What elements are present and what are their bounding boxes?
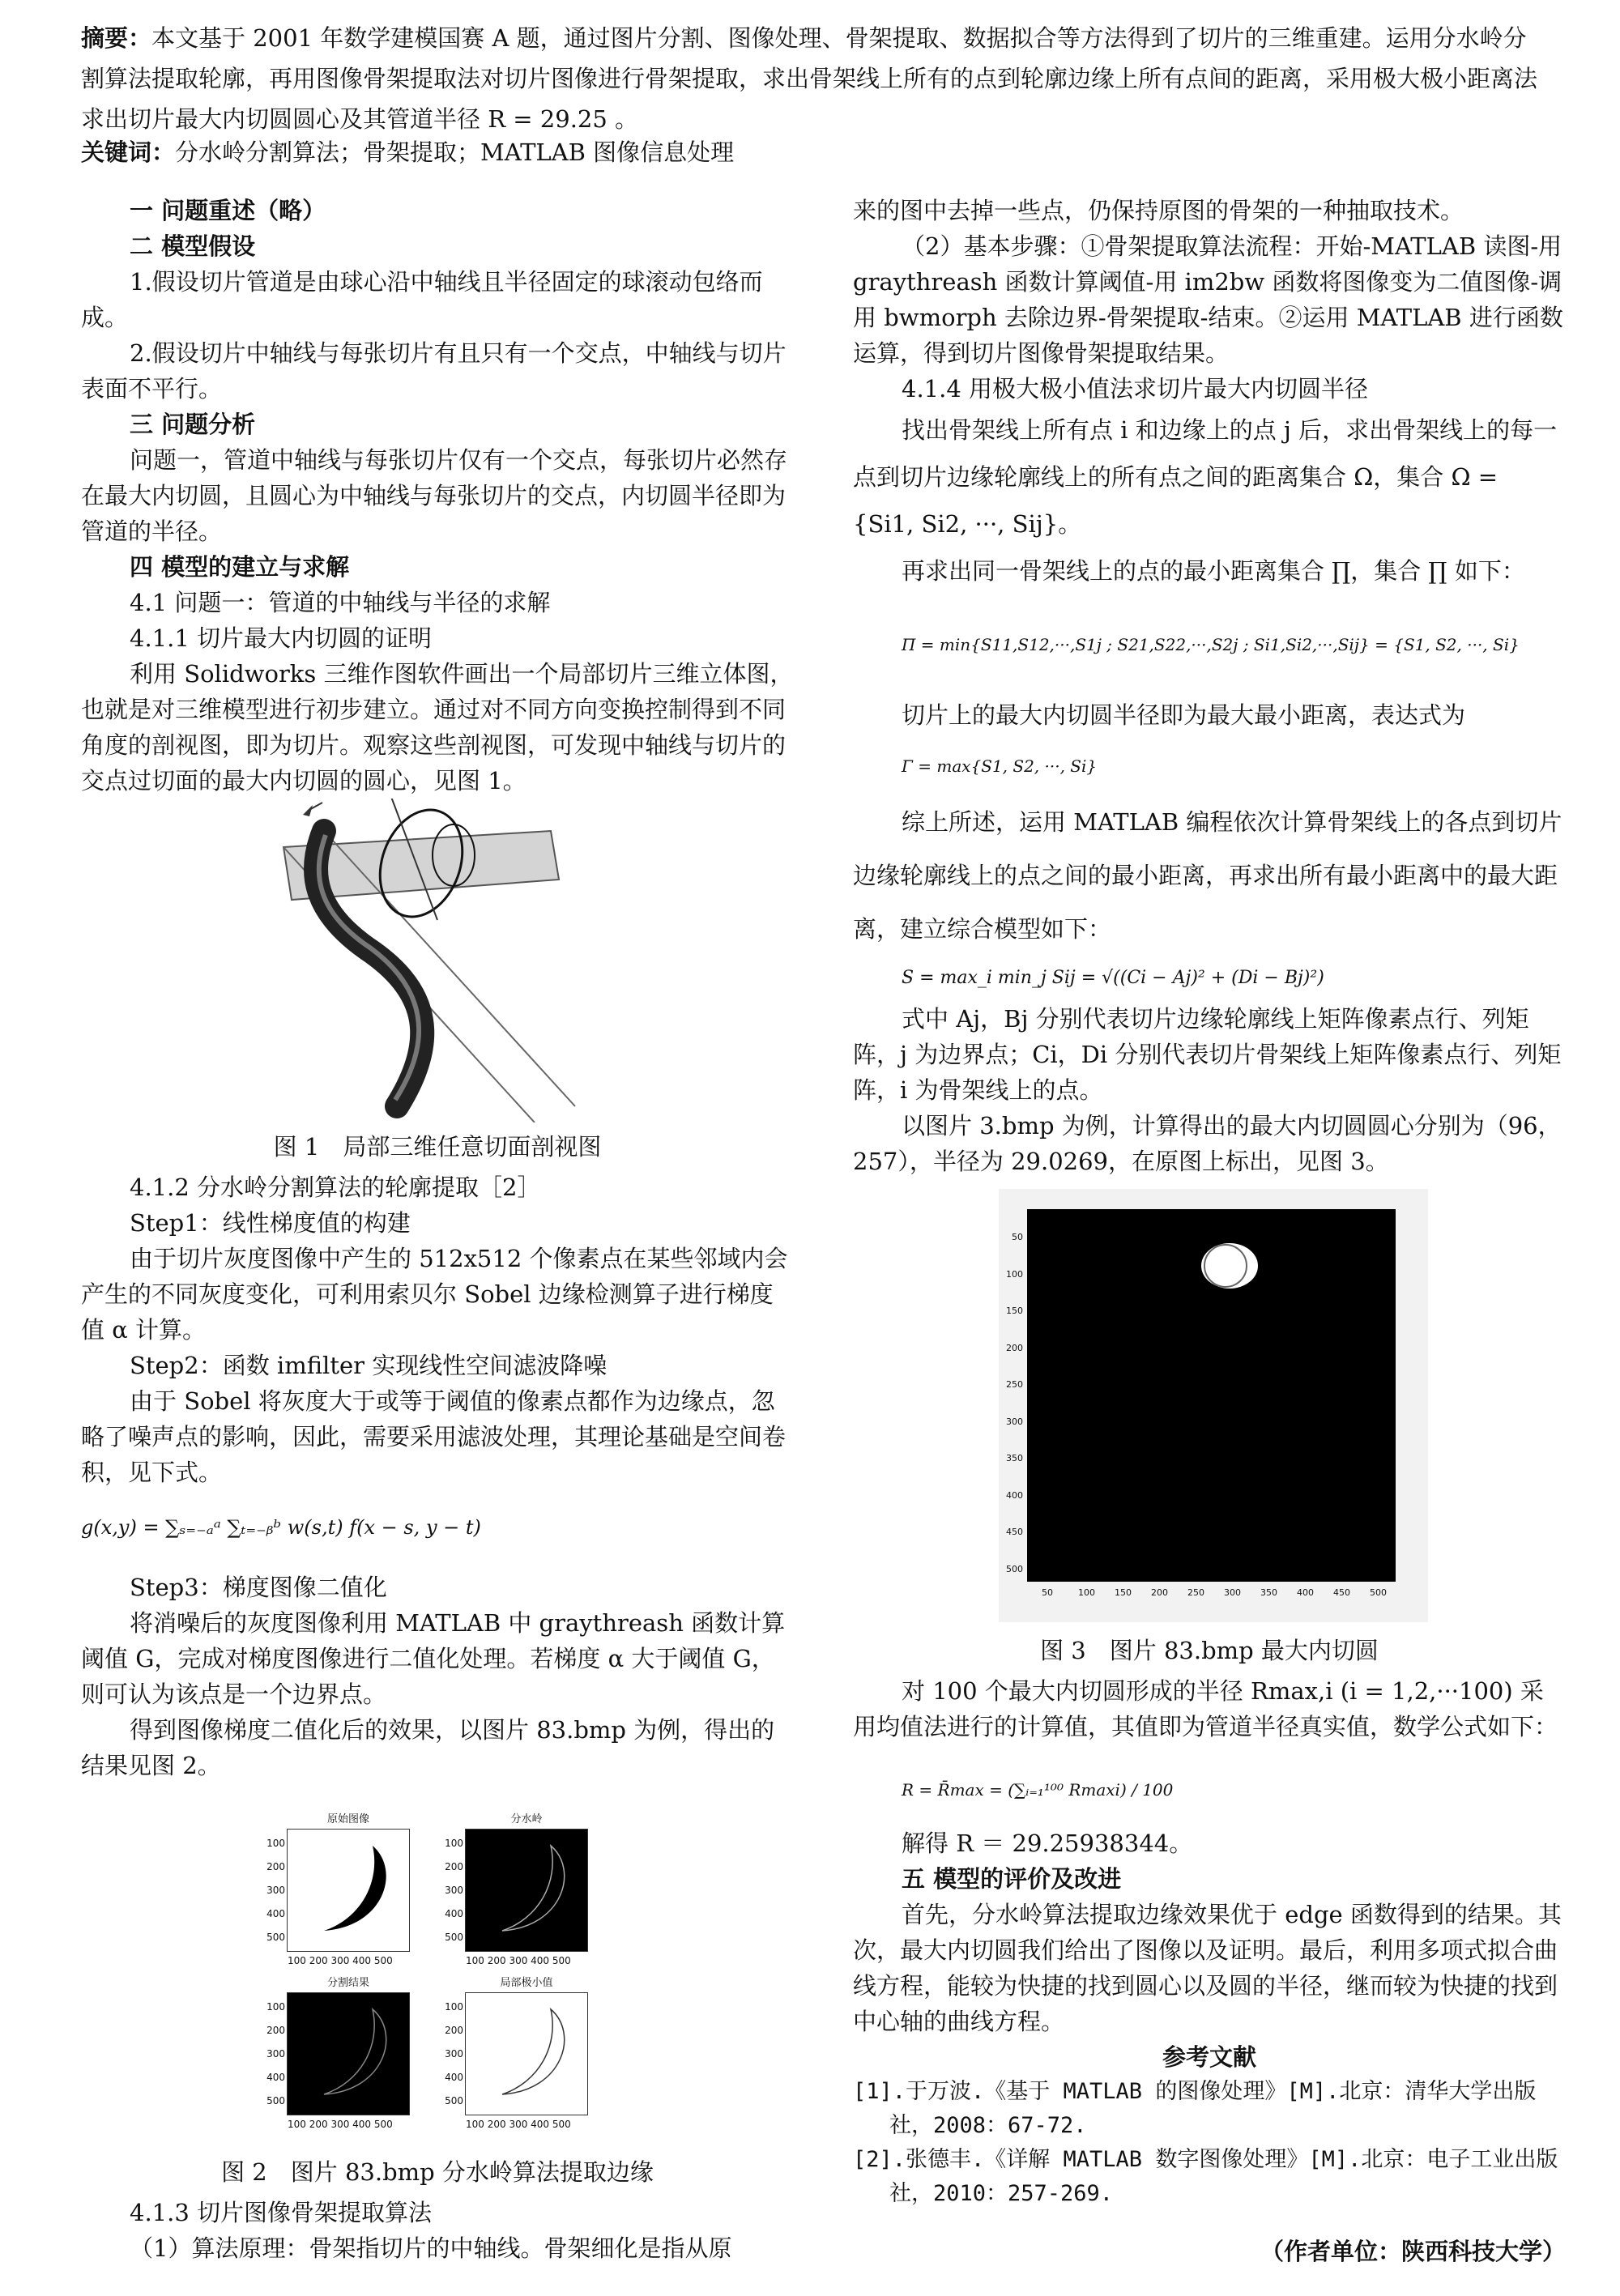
reference-item: [2].张德丰.《详解 MATLAB 数字图像处理》[M].北京：电子工业出版社，2010：257-269. — [853, 2147, 1558, 2206]
fig3-yticks: 50 100 150 200 250 300 350 400 450 500 — [1006, 1232, 1023, 1574]
fig2-yticks: 100 200 300 400 500 — [445, 2001, 463, 2106]
section-heading: 二 模型假设 — [130, 232, 256, 260]
figure-2-caption: 图 2 图片 83.bmp 分水岭算法提取边缘 — [221, 2158, 654, 2186]
paragraph: 问题一，管道中轴线与每张切片仅有一个交点，每张切片必然存在最大内切圆，且圆心为中轴线与每张切片的交点，内切圆半径即为管道的半径。 — [81, 446, 788, 545]
paragraph: 找出骨架线上所有点 i 和边缘上的点 j 后，求出骨架线上的每一点到切片边缘轮廓线上的所有点之间的距离集合 Ω，集合 Ω = {Si1, Si2, ···, Sij}。 — [853, 416, 1558, 538]
section-heading: 五 模型的评价及改进 — [902, 1865, 1122, 1893]
paragraph: 得到图像梯度二值化后的效果，以图片 83.bmp 为例，得出的结果见图 2。 — [81, 1716, 775, 1779]
figure-1-caption: 图 1 局部三维任意切面剖视图 — [273, 1133, 602, 1161]
paragraph: 1.假设切片管道是由球心沿中轴线且半径固定的球滚动包络而成。 — [81, 268, 763, 331]
fig2-yticks: 100 200 300 400 500 — [266, 2001, 285, 2106]
subsection-heading: 4.1.4 用极大极小值法求切片最大内切圆半径 — [902, 375, 1369, 403]
section-heading: 一 问题重述（略） — [130, 197, 326, 224]
step-heading: Step2：函数 imfilter 实现线性空间滤波降噪 — [130, 1352, 608, 1379]
fig2-yticks: 100 200 300 400 500 — [266, 1838, 285, 1943]
solution: 解得 R ＝ 29.25938344。 — [902, 1830, 1193, 1857]
paragraph: 利用 Solidworks 三维作图软件画出一个局部切片三维立体图，也就是对三维模型进行初步建立。通过对不同方向变换控制得到不同角度的剖视图，即为切片。观察这些剖视图，可发现中轴线与切片的交点过切面的最大内切圆的圆心，见图 1。 — [81, 660, 794, 794]
fig3-xticks: 50 100 150 200 250 300 350 400 450 500 — [1042, 1587, 1387, 1598]
fig2-xticks: 100 200 300 400 500 — [466, 2119, 571, 2130]
left-column — [81, 193, 794, 2266]
formula-mean: R = R̄max = (∑ᵢ₌₁¹⁰⁰ Rmaxi) / 100 — [902, 1780, 1174, 1800]
paragraph: 由于切片灰度图像中产生的 512x512 个像素点在某些邻域内会产生的不同灰度变化，可利用索贝尔 Sobel 边缘检测算子进行梯度值 α 计算。 — [81, 1245, 788, 1344]
fig3-plot — [1027, 1209, 1396, 1582]
subsection-heading: 4.1.3 切片图像骨架提取算法 — [130, 2199, 433, 2226]
fig2-panel: 分水岭 — [454, 1814, 599, 1952]
figure-3-caption: 图 3 图片 83.bmp 最大内切圆 — [1040, 1637, 1379, 1664]
figure-2 — [81, 1808, 794, 2148]
paragraph: 以图片 3.bmp 为例，计算得出的最大内切圆圆心分别为（96，257），半径为 29.0269，在原图上标出，见图 3。 — [853, 1112, 1562, 1175]
paragraph: 来的图中去掉一些点，仍保持原图的骨架的一种抽取技术。 — [853, 197, 1464, 224]
section-heading: 四 模型的建立与求解 — [130, 553, 350, 581]
subsection-heading: 4.1.2 分水岭分割算法的轮廓提取［2］ — [130, 1174, 541, 1201]
section-heading: 三 问题分析 — [130, 411, 256, 438]
fig2-yticks: 100 200 300 400 500 — [445, 1838, 463, 1943]
subsection-heading: 4.1 问题一：管道的中轴线与半径的求解 — [130, 589, 551, 616]
fig2-panel: 分割结果 — [275, 1978, 421, 2115]
abstract-text: 本文基于 2001 年数学建模国赛 A 题，通过图片分割、图像处理、骨架提取、数据拟合等方法得到了切片的三维重建。运用分水岭分割算法提取轮廓，再用图像骨架提取法对切片图像进行骨架提取，求出骨架线上所有的点到轮廓边缘上所有点间的距离，采用极大极小距离法求出切片最大内切圆圆心及其管道半径 R = 29.25 。 — [81, 24, 1538, 133]
formula-convolution: g(x,y) = ∑ₛ₌₋ₐᵃ ∑ₜ₌₋ᵦᵇ w(s,t) f(x − s, y − t) — [81, 1516, 481, 1539]
keywords — [81, 134, 1547, 170]
paragraph: 式中 Aj，Bj 分别代表切片边缘轮廓线上矩阵像素点行、列矩阵，j 为边界点；Ci，Di 分别代表切片骨架线上矩阵像素点行、列矩阵，i 为骨架线上的点。 — [853, 1005, 1562, 1104]
fig2-xticks: 100 200 300 400 500 — [466, 1955, 571, 1966]
paragraph: 切片上的最大内切圆半径即为最大最小距离，表达式为 — [902, 701, 1466, 729]
formula-max: Γ = max{S1, S2, ···, Si} — [902, 756, 1098, 776]
abstract-label: 摘要： — [81, 24, 152, 52]
keywords-text: 分水岭分割算法；骨架提取；MATLAB 图像信息处理 — [175, 138, 735, 166]
fig2-panel: 局部极小值 — [454, 1978, 599, 2115]
step-heading: Step3：梯度图像二值化 — [130, 1574, 387, 1601]
step-heading: Step1：线性梯度值的构建 — [130, 1209, 411, 1237]
paragraph: 对 100 个最大内切圆形成的半径 Rmax,i (i = 1,2,···100) 采用均值法进行的计算值，其值即为管道半径真实值，数学公式如下： — [853, 1677, 1558, 1740]
figure-3 — [853, 1189, 1566, 1626]
paragraph: 再求出同一骨架线上的点的最小距离集合 ∏，集合 ∏ 如下： — [902, 557, 1525, 585]
fig2-panel: 原始图像 — [275, 1814, 421, 1952]
subsection-heading: 4.1.1 切片最大内切圆的证明 — [130, 624, 433, 652]
references-heading: 参考文献 — [1162, 2043, 1256, 2071]
author-affiliation: （作者单位：陕西科技大学） — [1260, 2238, 1566, 2265]
paragraph: 将消噪后的灰度图像利用 MATLAB 中 graythreash 函数计算阈值 G，完成对梯度图像进行二值化处理。若梯度 α 大于阈值 G，则可认为该点是一个边界点。 — [81, 1609, 786, 1708]
paragraph: （2）基本步骤：①骨架提取算法流程：开始-MATLAB 读图-用 graythreash 函数计算阈值-用 im2bw 函数将图像变为二值图像-调用 bwmorph 去除边界-骨架提取-结束。②运用 MATLAB 进行函数运算，得到切片图像骨架提取结果。 — [853, 232, 1563, 367]
fig2-xticks: 100 200 300 400 500 — [288, 2119, 393, 2130]
formula-distance: S = max_i min_j Sij = √((Ci − Aj)² + (Di − Bj)²) — [902, 968, 1324, 988]
figure-1-pipe-section — [267, 799, 608, 1122]
right-column — [853, 193, 1566, 2269]
formula-min-set: Π = min{S11,S12,···,S1j ; S21,S22,···,S2j ; Si1,Si2,···,Sij} = {S1, S2, ···, Si} — [902, 635, 1520, 654]
abstract — [81, 18, 1547, 139]
keywords-label: 关键词： — [81, 138, 176, 166]
fig2-xticks: 100 200 300 400 500 — [288, 1955, 393, 1966]
paragraph: 首先，分水岭算法提取边缘效果优于 edge 函数得到的结果。其次，最大内切圆我们给出了图像以及证明。最后，利用多项式拟合曲线方程，能较为快捷的找到圆心以及圆的半径，继而较为快捷的找到中心轴的曲线方程。 — [853, 1901, 1562, 2035]
slice-region — [1201, 1243, 1258, 1289]
paragraph: 综上所述，运用 MATLAB 编程依次计算骨架线上的各点到切片边缘轮廓线上的点之间的最小距离，再求出所有最小距离中的最大距离，建立综合模型如下： — [853, 808, 1562, 943]
reference-item: [1].于万波.《基于 MATLAB 的图像处理》[M].北京：清华大学出版社，2008：67-72. — [853, 2079, 1537, 2138]
paragraph: 2.假设切片中轴线与每张切片有且只有一个交点，中轴线与切片表面不平行。 — [81, 339, 787, 403]
paragraph: 由于 Sobel 将灰度大于或等于阈值的像素点都作为边缘点，忽略了噪声点的影响，因此，需要采用滤波处理，其理论基础是空间卷积，见下式。 — [81, 1387, 787, 1486]
paragraph: （1）算法原理：骨架指切片的中轴线。骨架细化是指从原 — [130, 2234, 732, 2262]
